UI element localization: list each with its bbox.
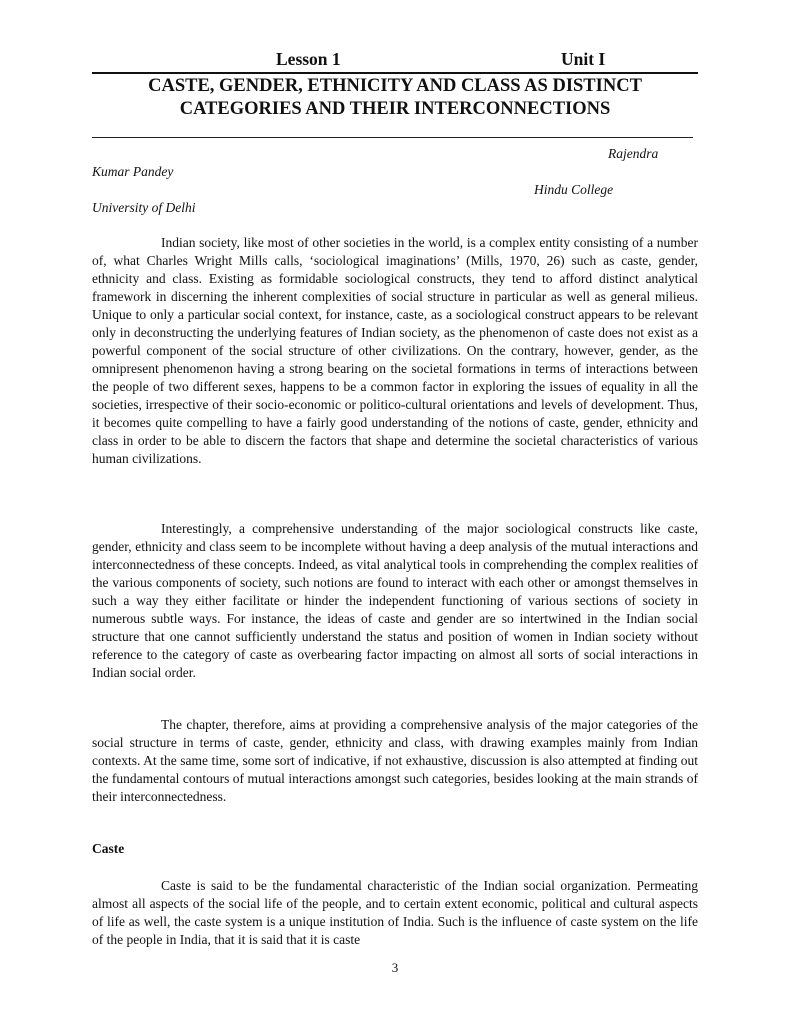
author-first-name: Rajendra xyxy=(608,146,659,161)
author-university: University of Delhi xyxy=(92,200,196,215)
paragraph-2-block xyxy=(92,520,698,682)
author-college: Hindu College xyxy=(534,182,614,197)
author-last-name: Kumar Pandey xyxy=(92,164,174,179)
caste-paragraph: Caste is said to be the fundamental characteristic of the Indian social organization. Permeating almost all aspects of the social life of the people, and to certain extent economic, political and cultural aspects of life as well, the caste system is a unique institution of India. Such is the influence of caste system on the life of the people in India, that it is said that it is caste xyxy=(92,878,698,947)
paragraph-3: The chapter, therefore, aims at providing a comprehensive analysis of the major categories of the social structure in terms of caste, gender, ethnicity and class, with drawing examples mainly from Indian contexts. At the same time, some sort of indicative, if not exhaustive, discussion is also attempted at finding out the fundamental contours of mutual interactions amongst such categories, besides looking at the main strands of their interconnectedness. xyxy=(92,717,698,804)
paragraph-3-block xyxy=(92,716,698,806)
page-number: 3 xyxy=(391,960,399,975)
title-line-2: CATEGORIES AND THEIR INTERCONNECTIONS xyxy=(179,99,611,119)
page-header xyxy=(92,49,698,71)
document-title xyxy=(92,75,698,121)
lesson-label: Lesson 1 xyxy=(276,49,341,69)
unit-label: Unit I xyxy=(561,49,606,69)
title-line-1: CASTE, GENDER, ETHNICITY AND CLASS AS DISTINCT xyxy=(148,76,642,96)
section-heading-caste: Caste xyxy=(92,841,125,856)
paragraph-1: Indian society, like most of other societies in the world, is a complex entity consisting of a number of, what Charles Wright Mills calls, ‘sociological imaginations’ (Mills, 1970, 26) such as caste, gender, ethnicity and class. Existing as formidable sociological constructs, they tend to afford distinct analytical framework in discerning the inherent complexities of social structure in particular as well as general milieus. Unique to only a particular social context, for instance, caste, as a sociological construct appears to be relevant only in deconstructing the underlying features of Indian society, as the phenomenon of caste does not exist as a powerful component of the social structure of other civilizations. On the contrary, however, gender, as the omnipresent phenomenon having a strong bearing on the societal formations in terms of interactions between the people of two different sexes, happens to be a common factor in exploring the issues of equality in all the societies, irrespective of their socio-economic or politico-cultural orientations and levels of development. Thus, it becomes quite compelling to have a fairly good understanding of the notions of caste, gender, ethnicity and class in order to be able to discern the factors that shape and determine the societal characteristics of various human civilizations. xyxy=(92,235,698,466)
caste-paragraph-block xyxy=(92,877,698,949)
header-divider xyxy=(92,72,698,74)
title-divider xyxy=(92,137,693,138)
paragraph-2: Interestingly, a comprehensive understanding of the major sociological constructs like caste, gender, ethnicity and class seem to be incomplete without having a deep analysis of the mutual interactions and interconnectedness of these concepts. Indeed, as vital analytical tools in comprehending the complex realities of the various components of society, such notions are found to interact with each other or amongst themselves in such a way they either facilitate or hinder the independent functioning of various sections of society in numerous subtle ways. For instance, the ideas of caste and gender are so intertwined in the Indian social structure that one cannot sufficiently understand the status and position of women in Indian society without reference to the category of caste as overbearing factor impacting on almost all sorts of social interactions in Indian social order. xyxy=(92,521,698,680)
paragraph-1-block xyxy=(92,234,698,468)
